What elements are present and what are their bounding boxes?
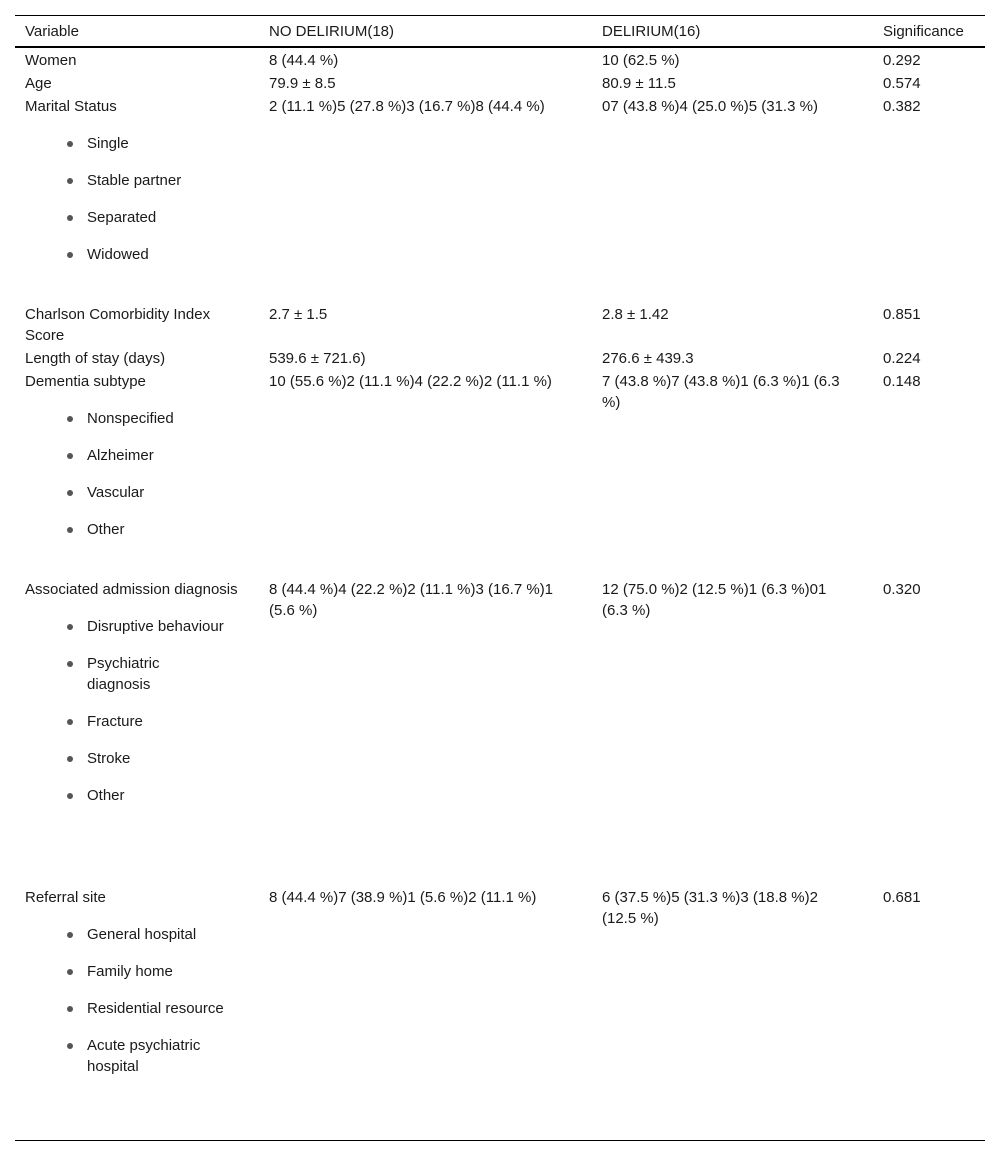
bullet-icon [67, 141, 73, 147]
bullet-icon [67, 661, 73, 667]
row-delirium-value: 10 (62.5 %) [602, 52, 680, 69]
row-delirium-value: 07 (43.8 %)4 (25.0 %)5 (31.3 %) [602, 98, 818, 115]
list-item [25, 170, 240, 191]
row-no-delirium-value: 79.9 ± 8.5 [269, 75, 336, 92]
row-delirium-value: 276.6 ± 439.3 [602, 350, 694, 367]
row-significance: 0.851 [883, 306, 921, 323]
table-top-rule [15, 15, 985, 16]
bullet-icon [67, 1006, 73, 1012]
list-item [25, 785, 240, 806]
bullet-icon [67, 1043, 73, 1049]
subitem-label: Family home [87, 963, 173, 980]
subitem-label: Separated [87, 209, 157, 226]
subitem-label: Vascular [87, 484, 145, 501]
row-variable: Dementia subtype [25, 373, 146, 390]
row-delirium-value: 12 (75.0 %)2 (12.5 %)1 (6.3 %)01 (6.3 %) [602, 581, 827, 619]
list-item [25, 207, 240, 228]
bullet-icon [67, 932, 73, 938]
subitem-list [25, 408, 240, 540]
table-bottom-rule [15, 1140, 985, 1141]
row-no-delirium-value: 8 (44.4 %)7 (38.9 %)1 (5.6 %)2 (11.1 %) [269, 889, 537, 906]
header-no-delirium: NO DELIRIUM(18) [269, 23, 395, 40]
list-item [25, 445, 240, 466]
bullet-icon [67, 527, 73, 533]
row-no-delirium-value: 2 (11.1 %)5 (27.8 %)3 (16.7 %)8 (44.4 %) [269, 98, 545, 115]
row-significance: 0.320 [883, 581, 921, 598]
subitem-label: Acute psychiatric hospital [87, 1037, 201, 1075]
row-variable-cell [25, 371, 240, 540]
list-item [25, 519, 240, 540]
subitem-list [25, 924, 240, 1077]
row-variable-cell [25, 579, 240, 806]
list-item [25, 244, 240, 265]
bullet-icon [67, 624, 73, 630]
row-significance: 0.681 [883, 889, 921, 906]
row-variable: Length of stay (days) [25, 350, 166, 367]
row-variable: Referral site [25, 889, 106, 906]
row-delirium-value: 6 (37.5 %)5 (31.3 %)3 (18.8 %)2 (12.5 %) [602, 889, 818, 927]
subitem-label: Single [87, 135, 129, 152]
subitem-label: Alzheimer [87, 447, 154, 464]
row-variable: Age [25, 75, 52, 92]
bullet-icon [67, 969, 73, 975]
list-item [25, 748, 240, 769]
row-significance: 0.382 [883, 98, 921, 115]
row-significance: 0.574 [883, 75, 921, 92]
subitem-list [25, 616, 240, 806]
subitem-list [25, 133, 240, 265]
bullet-icon [67, 215, 73, 221]
row-significance: 0.224 [883, 350, 921, 367]
subitem-label: Other [87, 521, 125, 538]
subitem-label: Widowed [87, 246, 149, 263]
list-item [25, 616, 240, 637]
row-no-delirium-value: 2.7 ± 1.5 [269, 306, 328, 323]
row-significance: 0.148 [883, 373, 921, 390]
row-variable-cell [25, 96, 240, 265]
subitem-label: Other [87, 787, 125, 804]
subitem-label: Residential resource [87, 1000, 224, 1017]
list-item [25, 408, 240, 429]
row-significance: 0.292 [883, 52, 921, 69]
subitem-label: Stroke [87, 750, 131, 767]
header-delirium: DELIRIUM(16) [602, 23, 701, 40]
row-no-delirium-value: 10 (55.6 %)2 (11.1 %)4 (22.2 %)2 (11.1 %) [269, 373, 552, 390]
list-item [25, 1035, 240, 1077]
list-item [25, 711, 240, 732]
bullet-icon [67, 793, 73, 799]
subitem-label: Psychiatric diagnosis [87, 655, 160, 693]
subitem-label: Disruptive behaviour [87, 618, 224, 635]
bullet-icon [67, 490, 73, 496]
bullet-icon [67, 453, 73, 459]
header-variable: Variable [25, 23, 79, 40]
table-header-rule [15, 46, 985, 48]
header-significance: Significance [883, 23, 964, 40]
row-no-delirium-value: 8 (44.4 %) [269, 52, 339, 69]
bullet-icon [67, 416, 73, 422]
list-item [25, 482, 240, 503]
row-variable: Associated admission diagnosis [25, 581, 238, 598]
row-variable: Marital Status [25, 98, 117, 115]
bullet-icon [67, 756, 73, 762]
bullet-icon [67, 719, 73, 725]
list-item [25, 653, 240, 695]
row-delirium-value: 7 (43.8 %)7 (43.8 %)1 (6.3 %)1 (6.3 %) [602, 373, 840, 411]
bullet-icon [67, 252, 73, 258]
row-variable: Women [25, 52, 77, 69]
subitem-label: Nonspecified [87, 410, 174, 427]
bullet-icon [67, 178, 73, 184]
row-no-delirium-value: 539.6 ± 721.6) [269, 350, 366, 367]
row-delirium-value: 2.8 ± 1.42 [602, 306, 669, 323]
list-item [25, 133, 240, 154]
list-item [25, 998, 240, 1019]
row-no-delirium-value: 8 (44.4 %)4 (22.2 %)2 (11.1 %)3 (16.7 %)1 (5.6 %) [269, 581, 554, 619]
subitem-label: Fracture [87, 713, 143, 730]
row-variable: Charlson Comorbidity Index Score [25, 306, 211, 344]
subitem-label: General hospital [87, 926, 197, 943]
subitem-label: Stable partner [87, 172, 182, 189]
row-delirium-value: 80.9 ± 11.5 [602, 75, 676, 92]
list-item [25, 924, 240, 945]
row-variable-cell [25, 887, 240, 1077]
list-item [25, 961, 240, 982]
